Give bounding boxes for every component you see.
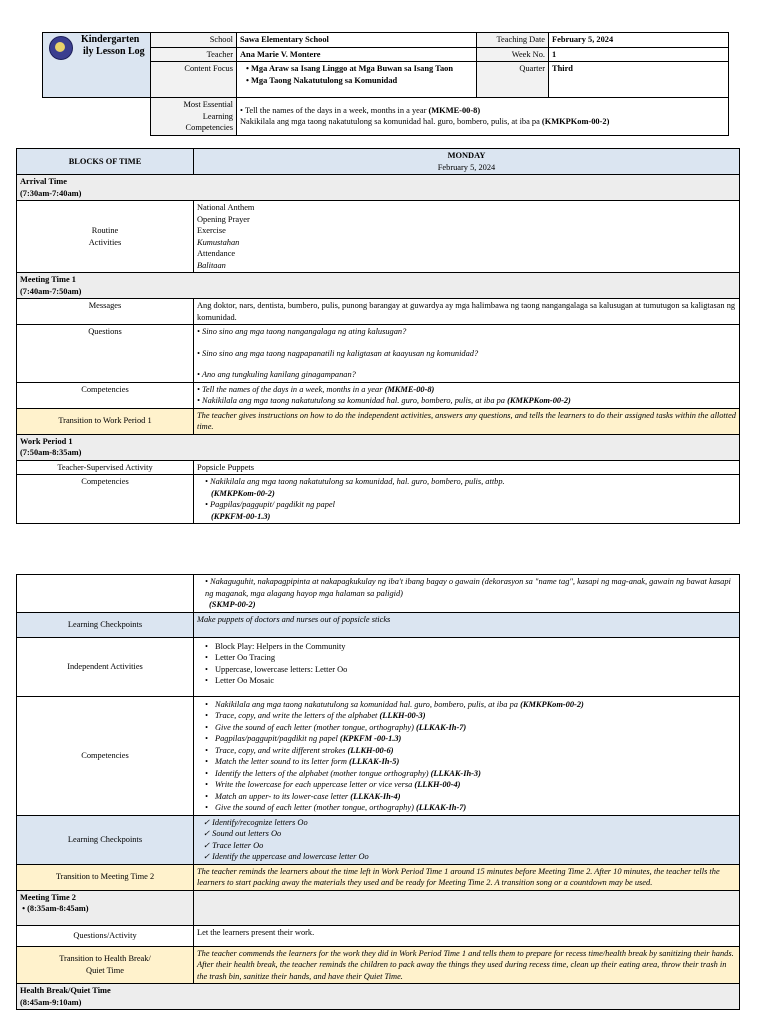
competency-code: (LLKAK-Ih-7) [415, 803, 467, 812]
teacher-value: Ana Marie V. Montere [237, 47, 477, 62]
routine-label-line: Routine [91, 226, 119, 235]
competency-text: Trace, copy, and write the letters of the alphabet [215, 711, 378, 720]
deped-seal-icon [49, 36, 73, 60]
content-focus-label: Content Focus [151, 62, 237, 98]
meeting-time-2-row [17, 890, 194, 925]
block-time: (7:50am-8:35am) [20, 448, 82, 457]
transition-2-label: Transition to Meeting Time 2 [17, 864, 194, 890]
competency-text: Match the letter sound to its letter form [215, 757, 347, 766]
competency-text: Tell the names of the days in a week, months in a year [202, 384, 383, 394]
questions-value [194, 325, 740, 383]
melc-line-1-text: Tell the names of the days in a week, months in a year [244, 105, 427, 115]
competencies-value [194, 696, 740, 815]
competency-item: • Nakikilala ang mga taong nakatutulong sa komunidad hal. guro, bombero, pulis, at iba pa (KMKPKom-00-2) [197, 396, 571, 405]
messages-label: Messages [17, 299, 194, 325]
competency-item [215, 802, 736, 814]
meeting-time-2-empty [194, 890, 740, 925]
continued-label-cell [17, 575, 194, 613]
block-time: (8:45am-9:10am) [20, 997, 82, 1007]
competency-text: Pagpilas/paggupit/ pagdikit ng papel [210, 500, 335, 509]
routine-item: National Anthem [197, 203, 255, 212]
messages-value: Ang doktor, nars, dentista, bumbero, pulis, punong barangay at guwardya ay mga halimbawa ng taong nangangalaga sa kalusugan at tumutugon sa kaligtasan ng komunidad. [194, 299, 740, 325]
week-value: 1 [549, 47, 729, 62]
melc-line-2 [240, 116, 725, 128]
competency-code: (LLKAK-Ih-5) [348, 757, 400, 766]
routine-item: Attendance [197, 249, 236, 258]
competency-text: Nakikilala ang mga taong nakatutulong sa komunidad hal. guro, bombero, pulis, at iba pa [202, 396, 505, 405]
learning-checkpoints-label: Learning Checkpoints [17, 612, 194, 637]
transition-1-value: The teacher gives instructions on how to do the independent activities, answers any questions, and tells the learners to do their assigned tasks within the allotted time. [194, 408, 740, 434]
learning-checkpoints-value: Make puppets of doctors and nurses out of popsicle sticks [194, 612, 740, 637]
competency-code: (LLKAK-Ih-7) [415, 722, 467, 732]
melc-line-1-code: (MKME-00-8) [428, 105, 481, 115]
block-title: Arrival Time [20, 177, 67, 186]
competency-code: (MKME-00-8) [384, 384, 435, 394]
questions-activity-value: Let the learners present their work. [194, 925, 740, 946]
competency-text: Identify the letters of the alphabet (mother tongue orthography) [215, 768, 429, 778]
quarter-label: Quarter [477, 62, 549, 98]
routine-item: Balitaan [197, 260, 226, 270]
competency-item [215, 745, 736, 757]
block-title: Meeting Time 1 [20, 275, 76, 284]
competency-text: Give the sound of each letter (mother tongue, orthography) [215, 722, 414, 732]
independent-activity-item: • Letter Oo Tracing [215, 652, 736, 664]
arrival-time-row [17, 175, 740, 201]
day-header [194, 149, 740, 175]
routine-label [17, 201, 194, 273]
content-focus-item: • Mga Taong Nakatutulong sa Komunidad [246, 75, 473, 87]
question-text: Ano ang tungkuling kanilang ginagampanan? [201, 370, 356, 379]
schedule-table-page1 [16, 148, 740, 524]
routine-items [194, 201, 740, 273]
competency-code: (KMKPKom-00-2) [211, 488, 275, 498]
block-time-line: • (8:35am-8:45am) [20, 904, 89, 913]
header-title-line2: ily Lesson Log [83, 46, 145, 57]
competency-text: Nakikilala ang mga taong nakatutulong sa komunidad, hal. guro, bombero, pulis, attbp. [210, 477, 505, 486]
checkpoint-item: ✓ Sound out letters Oo [203, 828, 736, 840]
work-period-1-row [17, 434, 740, 460]
blocks-of-time-header: BLOCKS OF TIME [17, 149, 194, 175]
competency-code: (KMKPKom-00-2) [507, 396, 571, 405]
block-time: (7:30am-7:40am) [20, 188, 82, 198]
tsa-value: Popsicle Puppets [194, 460, 740, 475]
transition-3-label-line: Quiet Time [86, 965, 124, 975]
competency-item [215, 722, 736, 734]
competency-item [215, 733, 736, 745]
competencies-label: Competencies [17, 475, 194, 524]
continued-competency [194, 575, 740, 613]
block-time: (8:35am-8:45am) [27, 904, 89, 913]
tsa-label: Teacher-Supervised Activity [17, 460, 194, 475]
transition-3-value [194, 946, 740, 984]
melc-label [151, 98, 237, 136]
content-focus-value [237, 62, 477, 98]
teacher-label: Teacher [151, 47, 237, 62]
competency-code: (KMKPKom-00-2) [520, 699, 584, 709]
competency-item: • Pagpilas/paggupit/ pagdikit ng papel [205, 500, 335, 509]
competency-item [215, 768, 736, 780]
independent-activities-label: Independent Activities [17, 637, 194, 696]
header-title-line1: Kindergarten [81, 34, 140, 45]
competency-text: Write the lowercase for each uppercase letter or vice versa [215, 780, 413, 789]
routine-label-line: Activities [88, 237, 122, 247]
competencies-label: Competencies [17, 696, 194, 815]
competency-code: (SKMP-00-2) [209, 600, 256, 609]
competency-code: (KPKFM-00-1.3) [211, 511, 271, 521]
competency-code: (LLKAK-Ih-3) [430, 768, 481, 778]
day-name: MONDAY [447, 151, 486, 160]
learning-checkpoints-value [194, 815, 740, 864]
melc-label-line: Competencies [185, 123, 233, 132]
question-text: Sino sino ang mga taong nangangalaga ng ating kalusugan? [202, 327, 407, 336]
competency-item: • Nakaguguhit, nakapagpipinta at nakapagkukulay ng iba't ibang bagay o gawain (dekorasyon sa "name tag", kasapi ng mag-anak, gawain ng bawat kasapi ng maganak, mga alagang hayop mga halaman sa paligid) [205, 577, 731, 598]
week-label: Week No. [477, 47, 549, 62]
melc-label-line: Learning [202, 111, 233, 121]
meeting-time-1-row [17, 273, 740, 299]
health-break-row [17, 984, 740, 1010]
school-value: Sawa Elementary School [237, 33, 477, 48]
competency-item: • Nakikilala ang mga taong nakatutulong sa komunidad, hal. guro, bombero, pulis, attbp. [205, 477, 505, 486]
competency-code: (LLKH-00-3) [379, 711, 426, 720]
questions-label: Questions [17, 325, 194, 383]
question-item: • Sino sino ang mga taong nangangalaga ng ating kalusugan? [197, 327, 407, 336]
independent-activities-value [194, 637, 740, 696]
competency-code: (KPKFM -00-1.3) [339, 734, 402, 743]
transition-3-label-line: Transition to Health Break/ [59, 954, 151, 964]
independent-activity-item: • Block Play: Helpers in the Community [215, 641, 736, 653]
transition-3-paragraph: The teacher commends the learners for the work they did in Work Period Time 1 and tells them to prepare for recess time/health break by sanitizing their hands. [197, 948, 734, 958]
school-label: School [151, 33, 237, 48]
competency-item [215, 699, 736, 711]
teaching-date-value: February 5, 2024 [549, 33, 729, 48]
melc-line-2-text: Nakikilala ang mga taong nakatutulong sa komunidad hal. guro, bombero, pulis, at iba pa [240, 117, 540, 127]
content-focus-item: • Mga Araw sa Isang Linggo at Mga Buwan sa Isang Taon [246, 63, 473, 75]
checkpoint-item: ✓ Identify the uppercase and lowercase letter Oo [203, 851, 736, 863]
competency-item [215, 756, 736, 768]
teaching-date-label: Teaching Date [477, 33, 549, 48]
melc-line-2-code: (KMKPKom-00-2) [541, 117, 610, 127]
questions-activity-label: Questions/Activity [17, 925, 194, 946]
question-item: • Ano ang tungkuling kanilang ginagampanan? [197, 370, 356, 379]
block-title: Health Break/Quiet Time [20, 986, 111, 995]
transition-3-paragraph: After their health break, the teacher reminds the children to pack away the things they used during recess time, clean up their eating area, throw their trash in the trash bin, sanitize their hands, and have their Quiet Time. [197, 960, 727, 981]
block-title: Meeting Time 2 [20, 892, 76, 902]
routine-item: Exercise [197, 226, 226, 235]
transition-2-value: The teacher reminds the learners about the time left in Work Period Time 1 around 15 minutes before Meeting Time 2. After 10 minutes, the teacher tells the learners to start packing away the materials they used and be ready for Meeting Time 2. A transition song or a countdown may be used. [194, 864, 740, 890]
competencies-value [194, 382, 740, 408]
transition-1-label: Transition to Work Period 1 [17, 408, 194, 434]
competency-item: • Tell the names of the days in a week, months in a year (MKME-00-8) [197, 384, 435, 394]
competency-text: Trace, copy, and write different strokes [215, 745, 346, 755]
learning-checkpoints-label: Learning Checkpoints [17, 815, 194, 864]
competency-item [215, 710, 736, 722]
competency-text: Pagpilas/paggupit/pagdikit ng papel [215, 734, 338, 743]
melc-value [237, 98, 729, 136]
competency-text: Match an upper- to its lower-case letter [215, 791, 349, 801]
block-time: (7:40am-7:50am) [20, 286, 82, 296]
question-item: • Sino sino ang mga taong nagpapanatili ng kaligtasan at kaayusan ng komunidad? [197, 348, 479, 358]
competencies-label: Competencies [17, 382, 194, 408]
quarter-value: Third [549, 62, 729, 98]
melc-line-1: • Tell the names of the days in a week, months in a year (MKME-00-8) [240, 105, 481, 115]
routine-item: Opening Prayer [197, 214, 250, 224]
independent-activity-item: • Uppercase, lowercase letters: Letter Oo [215, 664, 736, 676]
competency-item [215, 791, 736, 803]
independent-activity-item: • Letter Oo Mosaic [215, 675, 736, 687]
competency-item [215, 779, 736, 791]
header-title-cell [43, 33, 151, 98]
competency-code: (LLKH-00-4) [414, 780, 461, 789]
melc-label-line: Most Essential [183, 100, 233, 109]
competency-code: (LLKAK-Ih-4) [350, 791, 401, 801]
header-empty-cell [43, 98, 151, 136]
transition-3-label [17, 946, 194, 984]
routine-item: Kumustahan [197, 237, 240, 247]
schedule-table-page2 [16, 574, 740, 1010]
checkpoint-item: ✓ Trace letter Oo [203, 840, 736, 852]
competency-text: Give the sound of each letter (mother tongue, orthography) [215, 803, 414, 812]
checkpoint-item: ✓ Identify/recognize letters Oo [203, 817, 736, 829]
competencies-value [194, 475, 740, 524]
day-date: February 5, 2024 [437, 162, 496, 172]
competency-text: Nakikilala ang mga taong nakatutulong sa komunidad hal. guro, bombero, pulis, at iba pa [215, 699, 518, 709]
competency-code: (LLKH-00-6) [347, 745, 394, 755]
header-table [42, 32, 729, 136]
competency-text: Nakaguguhit, nakapagpipinta at nakapagkukulay ng iba't ibang bagay o gawain (dekorasyon sa "name tag", kasapi ng mag-anak, gawain ng bawat kasapi ng maganak, mga alagang hayop mga halaman sa paligid) [205, 577, 731, 598]
block-title: Work Period 1 [20, 436, 73, 446]
question-text: Sino sino ang mga taong nagpapanatili ng kaligtasan at kaayusan ng komunidad? [202, 348, 479, 358]
